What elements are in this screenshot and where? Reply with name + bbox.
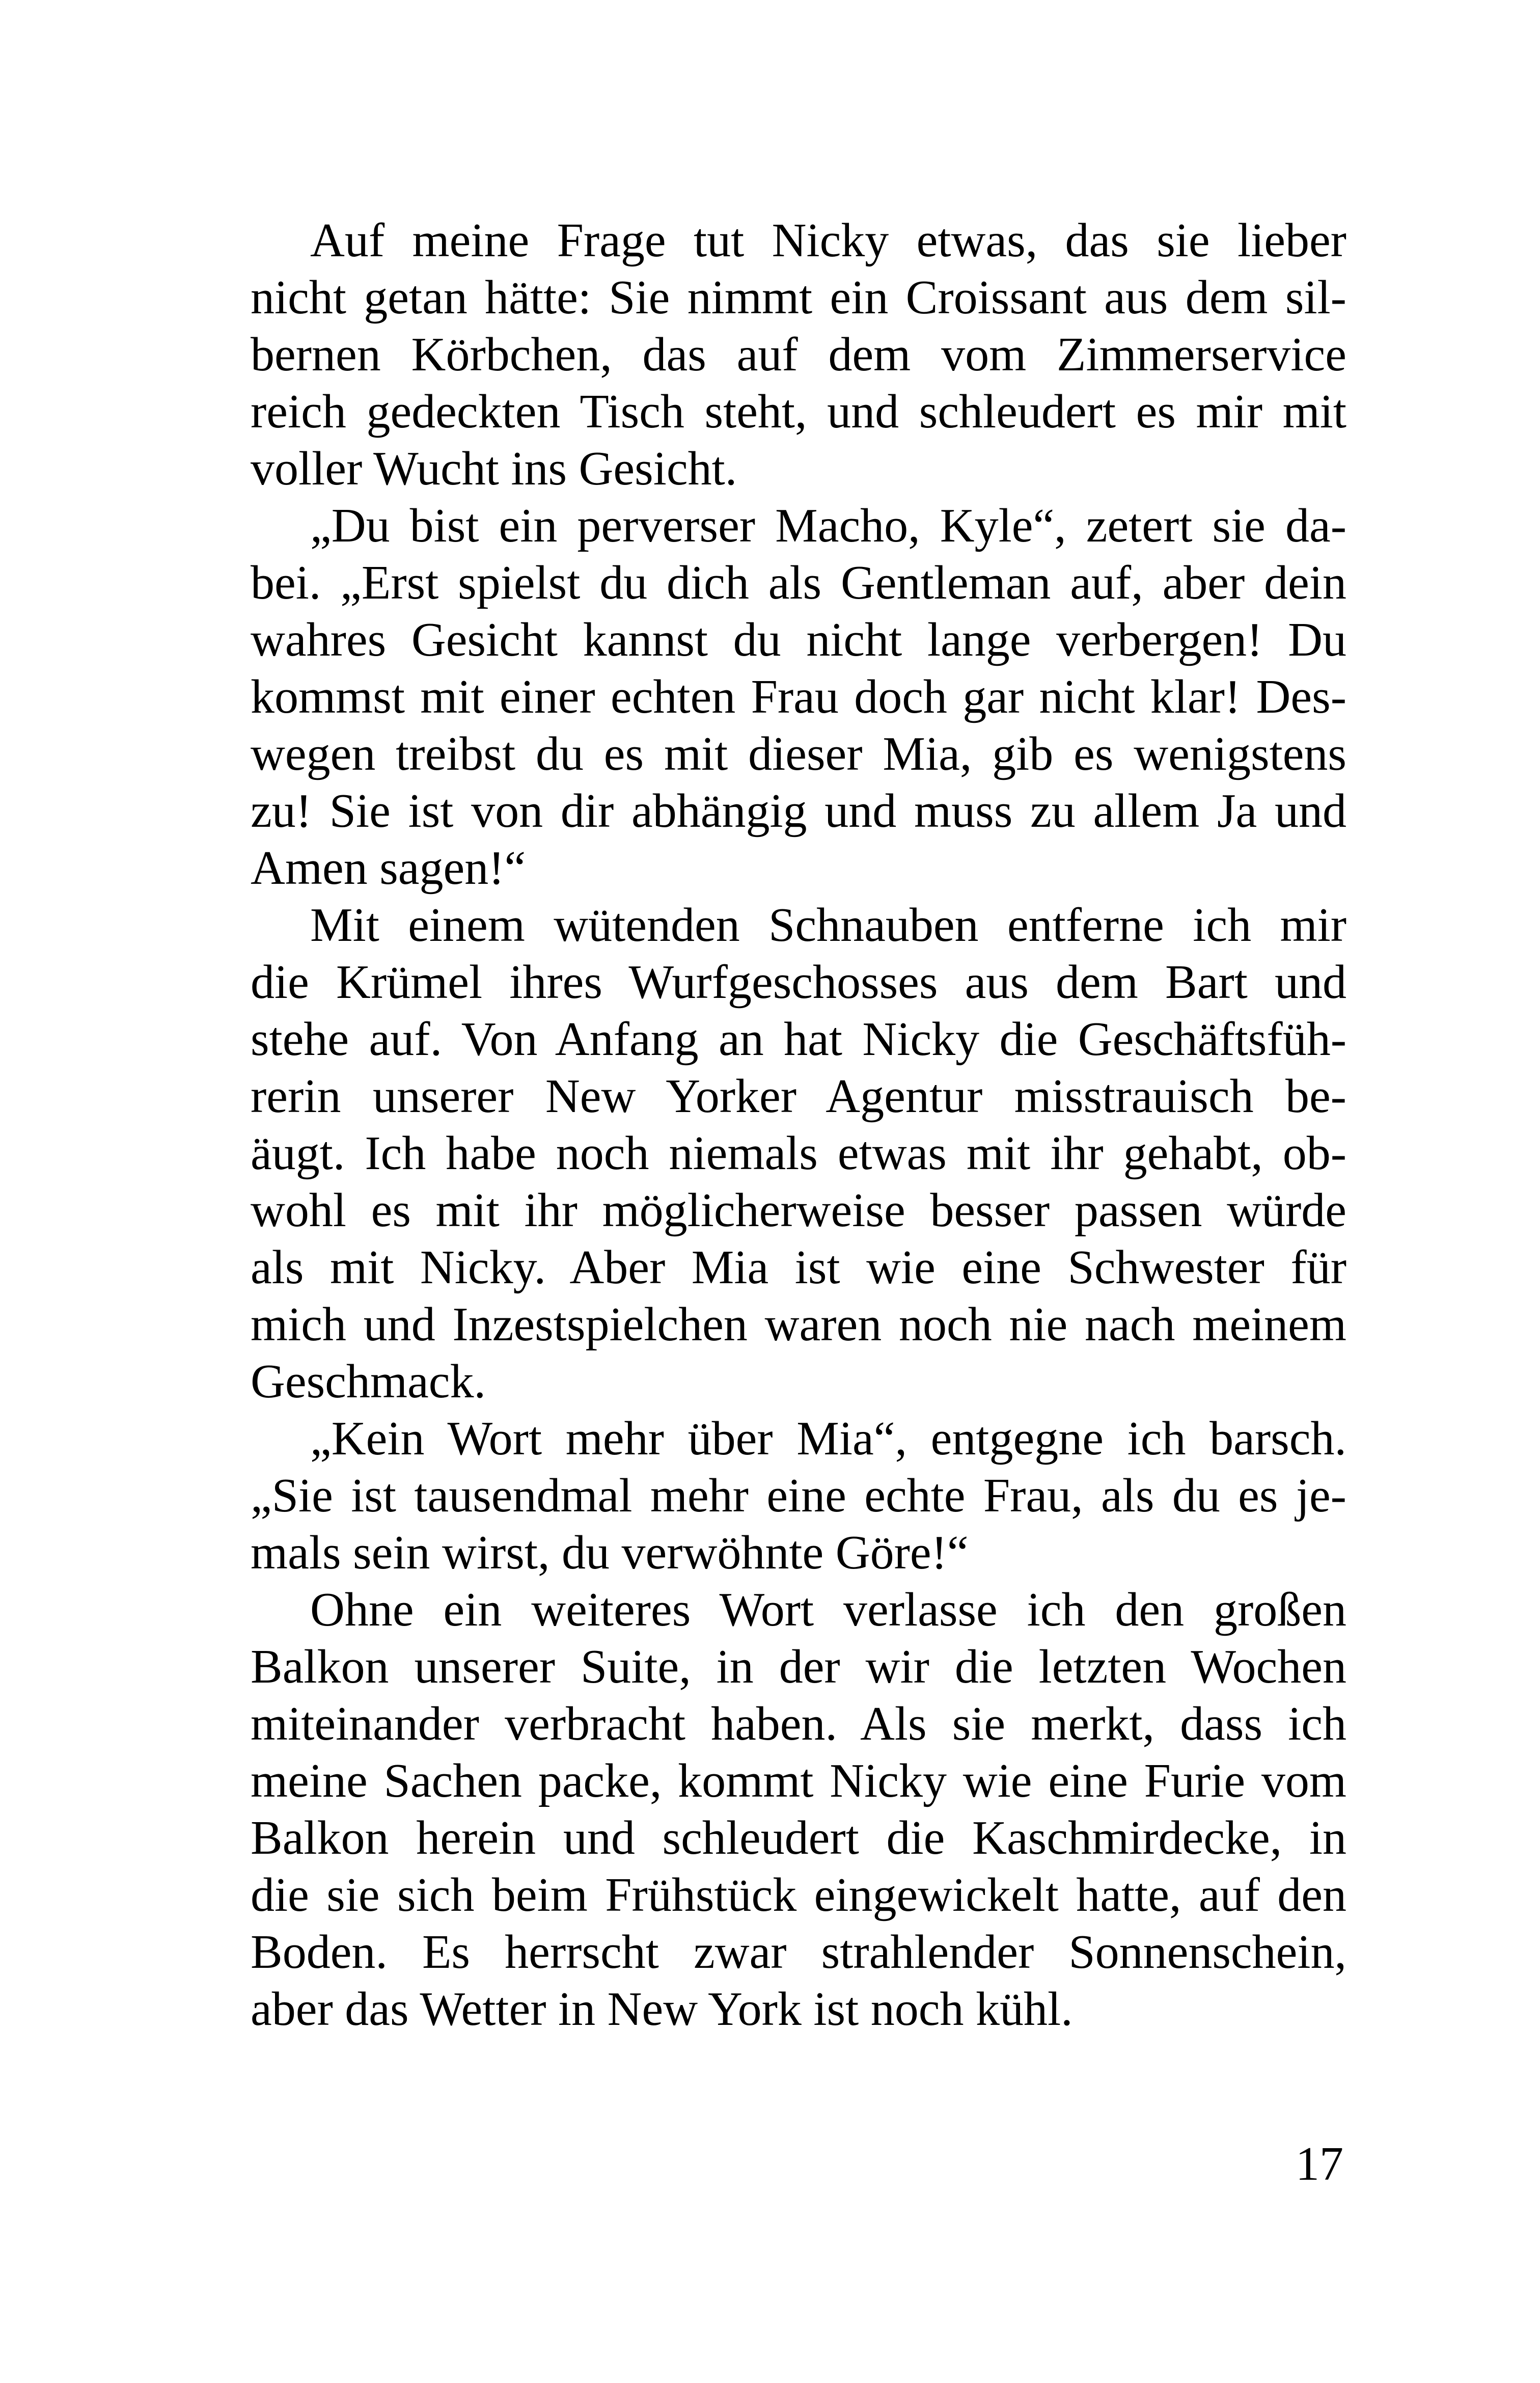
- paragraph-1: [251, 212, 1346, 497]
- text-line: wohl es mit ihr möglicherweise besser passen würde: [251, 1184, 1346, 1237]
- text-line: mals sein wirst, du verwöhnte Göre!“: [251, 1526, 969, 1579]
- text-line: die Krümel ihres Wurfgeschosses aus dem Bart und: [251, 956, 1346, 1009]
- text-line: Boden. Es herrscht zwar strahlender Sonnenschein,: [251, 1926, 1346, 1979]
- text-line: mich und Inzestspielchen waren noch nie nach meinem: [251, 1298, 1346, 1351]
- text-line: rerin unserer New Yorker Agentur misstrauisch be-: [251, 1070, 1346, 1123]
- text-line: äugt. Ich habe noch niemals etwas mit ihr gehabt, ob-: [251, 1127, 1346, 1180]
- text-line: voller Wucht ins Gesicht.: [251, 442, 737, 495]
- text-line: Auf meine Frage tut Nicky etwas, das sie lieber: [310, 214, 1346, 267]
- text-line: wahres Gesicht kannst du nicht lange verbergen! Du: [251, 613, 1346, 666]
- text-line: miteinander verbracht haben. Als sie merkt, dass ich: [251, 1697, 1346, 1750]
- paragraph-5: [251, 1581, 1346, 2038]
- body-text: [251, 212, 1346, 2038]
- text-line: nicht getan hätte: Sie nimmt ein Croissant aus dem sil-: [251, 271, 1346, 324]
- text-line: kommst mit einer echten Frau doch gar nicht klar! Des-: [251, 670, 1346, 723]
- paragraph-4: [251, 1410, 1346, 1581]
- text-line: als mit Nicky. Aber Mia ist wie eine Schwester für: [251, 1241, 1346, 1294]
- text-line: aber das Wetter in New York ist noch kühl.: [251, 1983, 1073, 2036]
- text-line: Geschmack.: [251, 1355, 486, 1408]
- text-line: Balkon herein und schleudert die Kaschmirdecke, in: [251, 1811, 1346, 1864]
- text-line: meine Sachen packe, kommt Nicky wie eine Furie vom: [251, 1754, 1346, 1807]
- text-line: reich gedeckten Tisch steht, und schleudert es mir mit: [251, 385, 1346, 438]
- text-line: stehe auf. Von Anfang an hat Nicky die Geschäftsfüh-: [251, 1013, 1346, 1066]
- text-line: „Sie ist tausendmal mehr eine echte Frau, als du es je-: [251, 1469, 1346, 1522]
- paragraph-2: [251, 497, 1346, 897]
- paragraph-3: [251, 897, 1346, 1410]
- text-line: bernen Körbchen, das auf dem vom Zimmerservice: [251, 328, 1346, 381]
- text-line: Ohne ein weiteres Wort verlasse ich den großen: [310, 1583, 1346, 1636]
- text-line: Mit einem wütenden Schnauben entferne ich mir: [310, 899, 1346, 952]
- text-line: Amen sagen!“: [251, 842, 526, 895]
- page-number: 17: [1296, 2137, 1343, 2190]
- text-line: zu! Sie ist von dir abhängig und muss zu allem Ja und: [251, 784, 1346, 837]
- text-line: wegen treibst du es mit dieser Mia, gib es wenigstens: [251, 727, 1346, 780]
- text-line: Balkon unserer Suite, in der wir die letzten Wochen: [251, 1640, 1346, 1693]
- text-line: die sie sich beim Frühstück eingewickelt hatte, auf den: [251, 1869, 1346, 1921]
- text-line: „Du bist ein perverser Macho, Kyle“, zetert sie da-: [310, 499, 1346, 552]
- text-line: „Kein Wort mehr über Mia“, entgegne ich barsch.: [310, 1412, 1346, 1465]
- text-line: bei. „Erst spielst du dich als Gentleman auf, aber dein: [251, 556, 1346, 609]
